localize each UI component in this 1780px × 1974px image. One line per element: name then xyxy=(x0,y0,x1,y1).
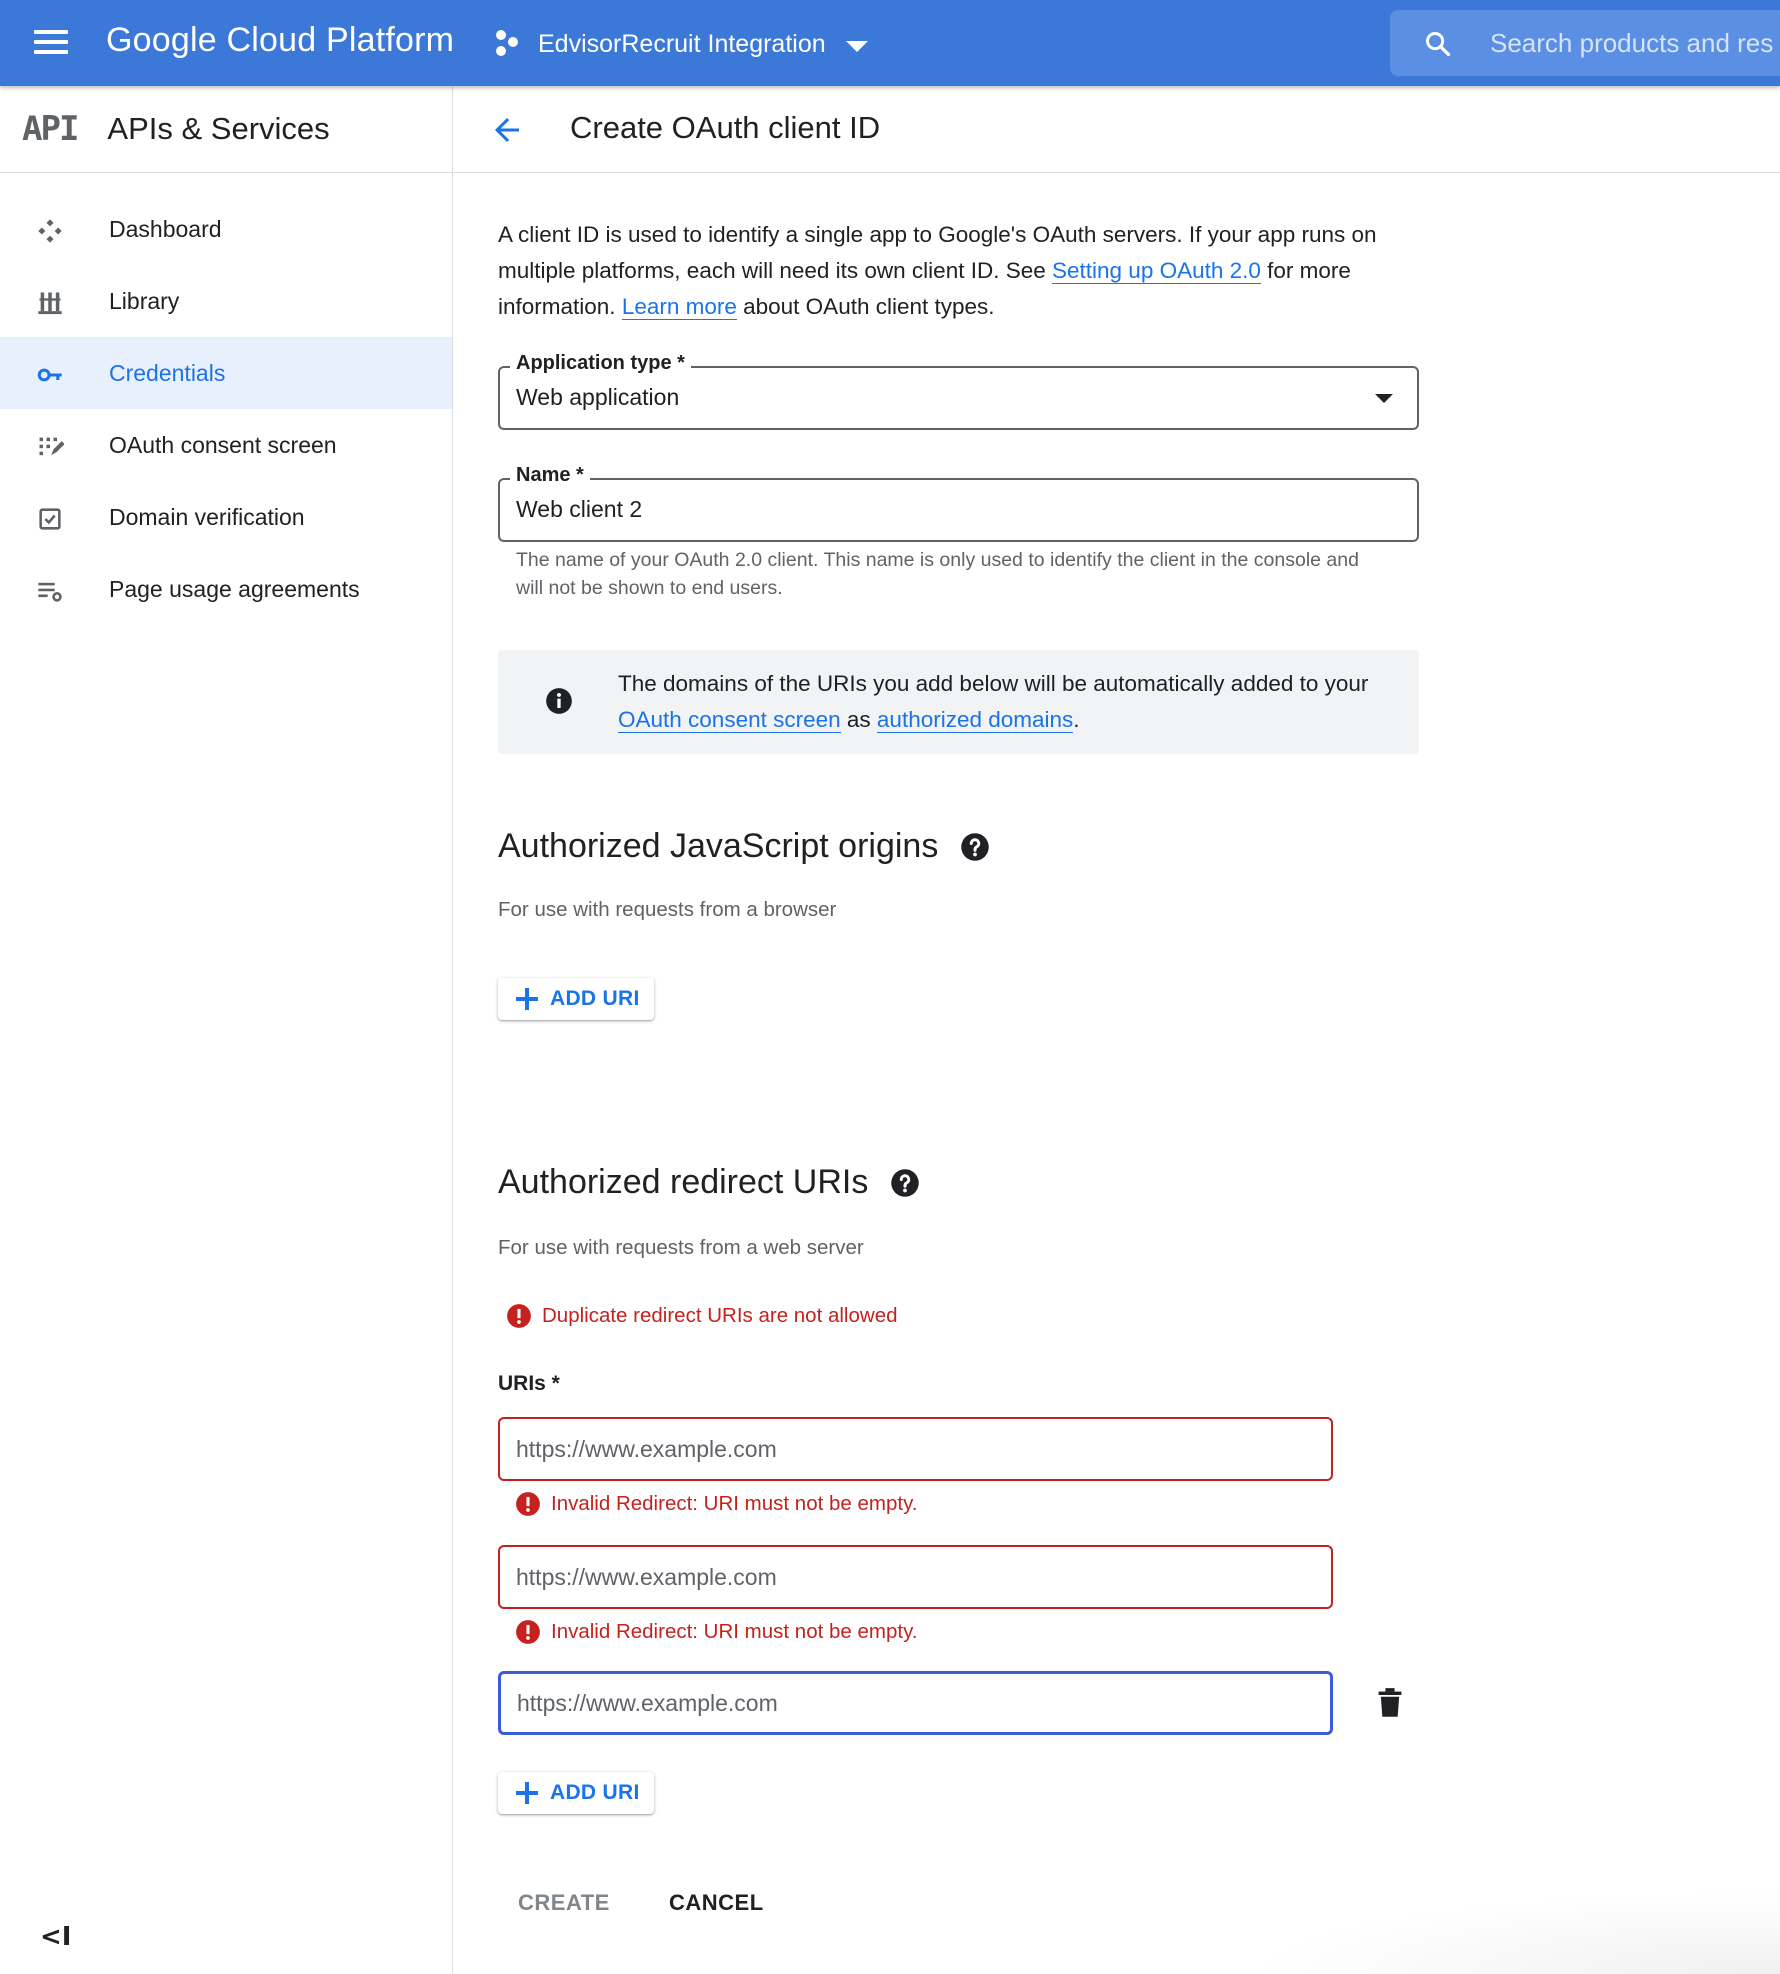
name-helper-text: The name of your OAuth 2.0 client. This name is only used to identify the client in the console and will not be shown to end users. xyxy=(516,549,1359,599)
sidebar-item-page-usage[interactable] xyxy=(0,553,452,625)
search-icon[interactable] xyxy=(1424,30,1452,58)
project-dots-icon xyxy=(494,29,524,59)
trash-icon[interactable] xyxy=(1376,1687,1404,1719)
uri-2-error-text: Invalid Redirect: URI must not be empty. xyxy=(551,1620,918,1643)
oauth-consent-screen-link[interactable]: OAuth consent screen xyxy=(618,707,841,732)
consent-icon xyxy=(36,433,64,461)
sidebar-item-label: Dashboard xyxy=(109,215,222,242)
sidebar-item-library[interactable] xyxy=(0,265,452,337)
info-icon xyxy=(545,687,573,715)
search-input[interactable] xyxy=(1490,23,1780,63)
page-title: Create OAuth client ID xyxy=(570,110,881,145)
add-uri-label: ADD URI xyxy=(550,1781,640,1804)
project-name: EdvisorRecruit Integration xyxy=(538,29,826,58)
redirect-uri-input-1[interactable] xyxy=(498,1417,1333,1481)
plus-icon xyxy=(516,1782,538,1804)
sidebar-item-label: Domain verification xyxy=(109,503,305,530)
intro-text-part: for more information. xyxy=(498,258,1351,319)
add-redirect-uri-button[interactable] xyxy=(498,1772,654,1814)
content-header xyxy=(454,86,1780,173)
hamburger-menu-icon[interactable] xyxy=(30,24,74,62)
chevron-down-icon xyxy=(846,41,868,52)
sidebar-item-label: OAuth consent screen xyxy=(109,431,337,458)
name-field[interactable] xyxy=(498,464,1419,542)
intro-text xyxy=(498,217,1428,325)
project-selector[interactable] xyxy=(494,24,868,64)
sidebar-item-oauth-consent[interactable] xyxy=(0,409,452,481)
domains-notice xyxy=(498,650,1419,754)
error-icon xyxy=(506,1303,532,1329)
notice-text-part: . xyxy=(1073,707,1080,732)
sidebar-nav xyxy=(0,173,452,625)
checkbox-icon xyxy=(36,505,64,533)
uri-1-error-line xyxy=(515,1491,918,1517)
sidebar-item-credentials[interactable] xyxy=(0,337,452,409)
search-box[interactable] xyxy=(1390,10,1780,76)
collapse-sidebar-button[interactable]: <I xyxy=(40,1922,72,1952)
sidebar xyxy=(0,86,453,1974)
intro-text-part: A client ID is used to identify a single app to Google's OAuth servers. If your app runs on multiple platforms, each will need its own client ID. See xyxy=(498,222,1377,283)
sidebar-item-label: Credentials xyxy=(109,359,226,386)
uri-1-error-text: Invalid Redirect: URI must not be empty. xyxy=(551,1492,918,1515)
redirect-uri-input-3[interactable] xyxy=(498,1671,1333,1735)
error-icon xyxy=(515,1619,541,1645)
redirect-uris-heading xyxy=(498,1163,920,1202)
dashboard-icon xyxy=(36,217,64,245)
brand-title[interactable]: Google Cloud Platform xyxy=(106,21,455,59)
name-label: Name * xyxy=(510,464,590,487)
application-type-label: Application type * xyxy=(510,352,691,375)
cancel-button[interactable]: CANCEL xyxy=(669,1890,764,1915)
plus-icon xyxy=(516,988,538,1010)
library-icon xyxy=(36,289,64,317)
notice-text xyxy=(618,666,1388,738)
setting-up-oauth-link[interactable]: Setting up OAuth 2.0 xyxy=(1052,258,1261,283)
js-origins-title: Authorized JavaScript origins xyxy=(498,827,939,865)
dropdown-arrow-icon xyxy=(1375,394,1393,403)
add-js-origin-button[interactable] xyxy=(498,978,654,1020)
create-button[interactable]: CREATE xyxy=(518,1890,610,1915)
back-arrow-icon[interactable] xyxy=(489,112,525,148)
sidebar-item-label: Library xyxy=(109,287,180,314)
sidebar-item-domain-verification[interactable] xyxy=(0,481,452,553)
sidebar-title: APIs & Services xyxy=(107,111,330,146)
uri-2-error-line xyxy=(515,1619,918,1645)
api-logo: API xyxy=(22,109,78,149)
notice-text-part: The domains of the URIs you add below will be automatically added to your xyxy=(618,671,1369,696)
learn-more-link[interactable]: Learn more xyxy=(621,294,737,319)
duplicate-error-text: Duplicate redirect URIs are not allowed xyxy=(542,1304,898,1327)
application-type-select[interactable] xyxy=(498,352,1419,430)
authorized-domains-link[interactable]: authorized domains xyxy=(876,707,1074,732)
notice-text-part: as xyxy=(840,707,877,732)
redirect-uris-subtitle: For use with requests from a web server xyxy=(498,1236,864,1259)
help-icon[interactable] xyxy=(960,832,990,862)
sidebar-item-dashboard[interactable] xyxy=(0,193,452,265)
intro-text-part: about OAuth client types. xyxy=(736,294,995,319)
application-type-value: Web application xyxy=(516,384,680,410)
name-value: Web client 2 xyxy=(516,496,643,522)
redirect-uris-title: Authorized redirect URIs xyxy=(498,1163,869,1201)
key-icon xyxy=(36,361,64,389)
js-origins-heading xyxy=(498,827,990,866)
sidebar-item-label: Page usage agreements xyxy=(109,575,360,602)
uris-label: URIs * xyxy=(498,1372,560,1395)
corner-shadow xyxy=(1240,1890,1780,1974)
settings-list-icon xyxy=(36,577,64,605)
error-icon xyxy=(515,1491,541,1517)
add-uri-label: ADD URI xyxy=(550,987,640,1010)
duplicate-error xyxy=(506,1303,898,1329)
top-app-bar xyxy=(0,0,1780,86)
js-origins-subtitle: For use with requests from a browser xyxy=(498,898,837,921)
redirect-uri-input-2[interactable] xyxy=(498,1545,1333,1609)
sidebar-header xyxy=(0,86,452,173)
help-icon[interactable] xyxy=(890,1168,920,1198)
